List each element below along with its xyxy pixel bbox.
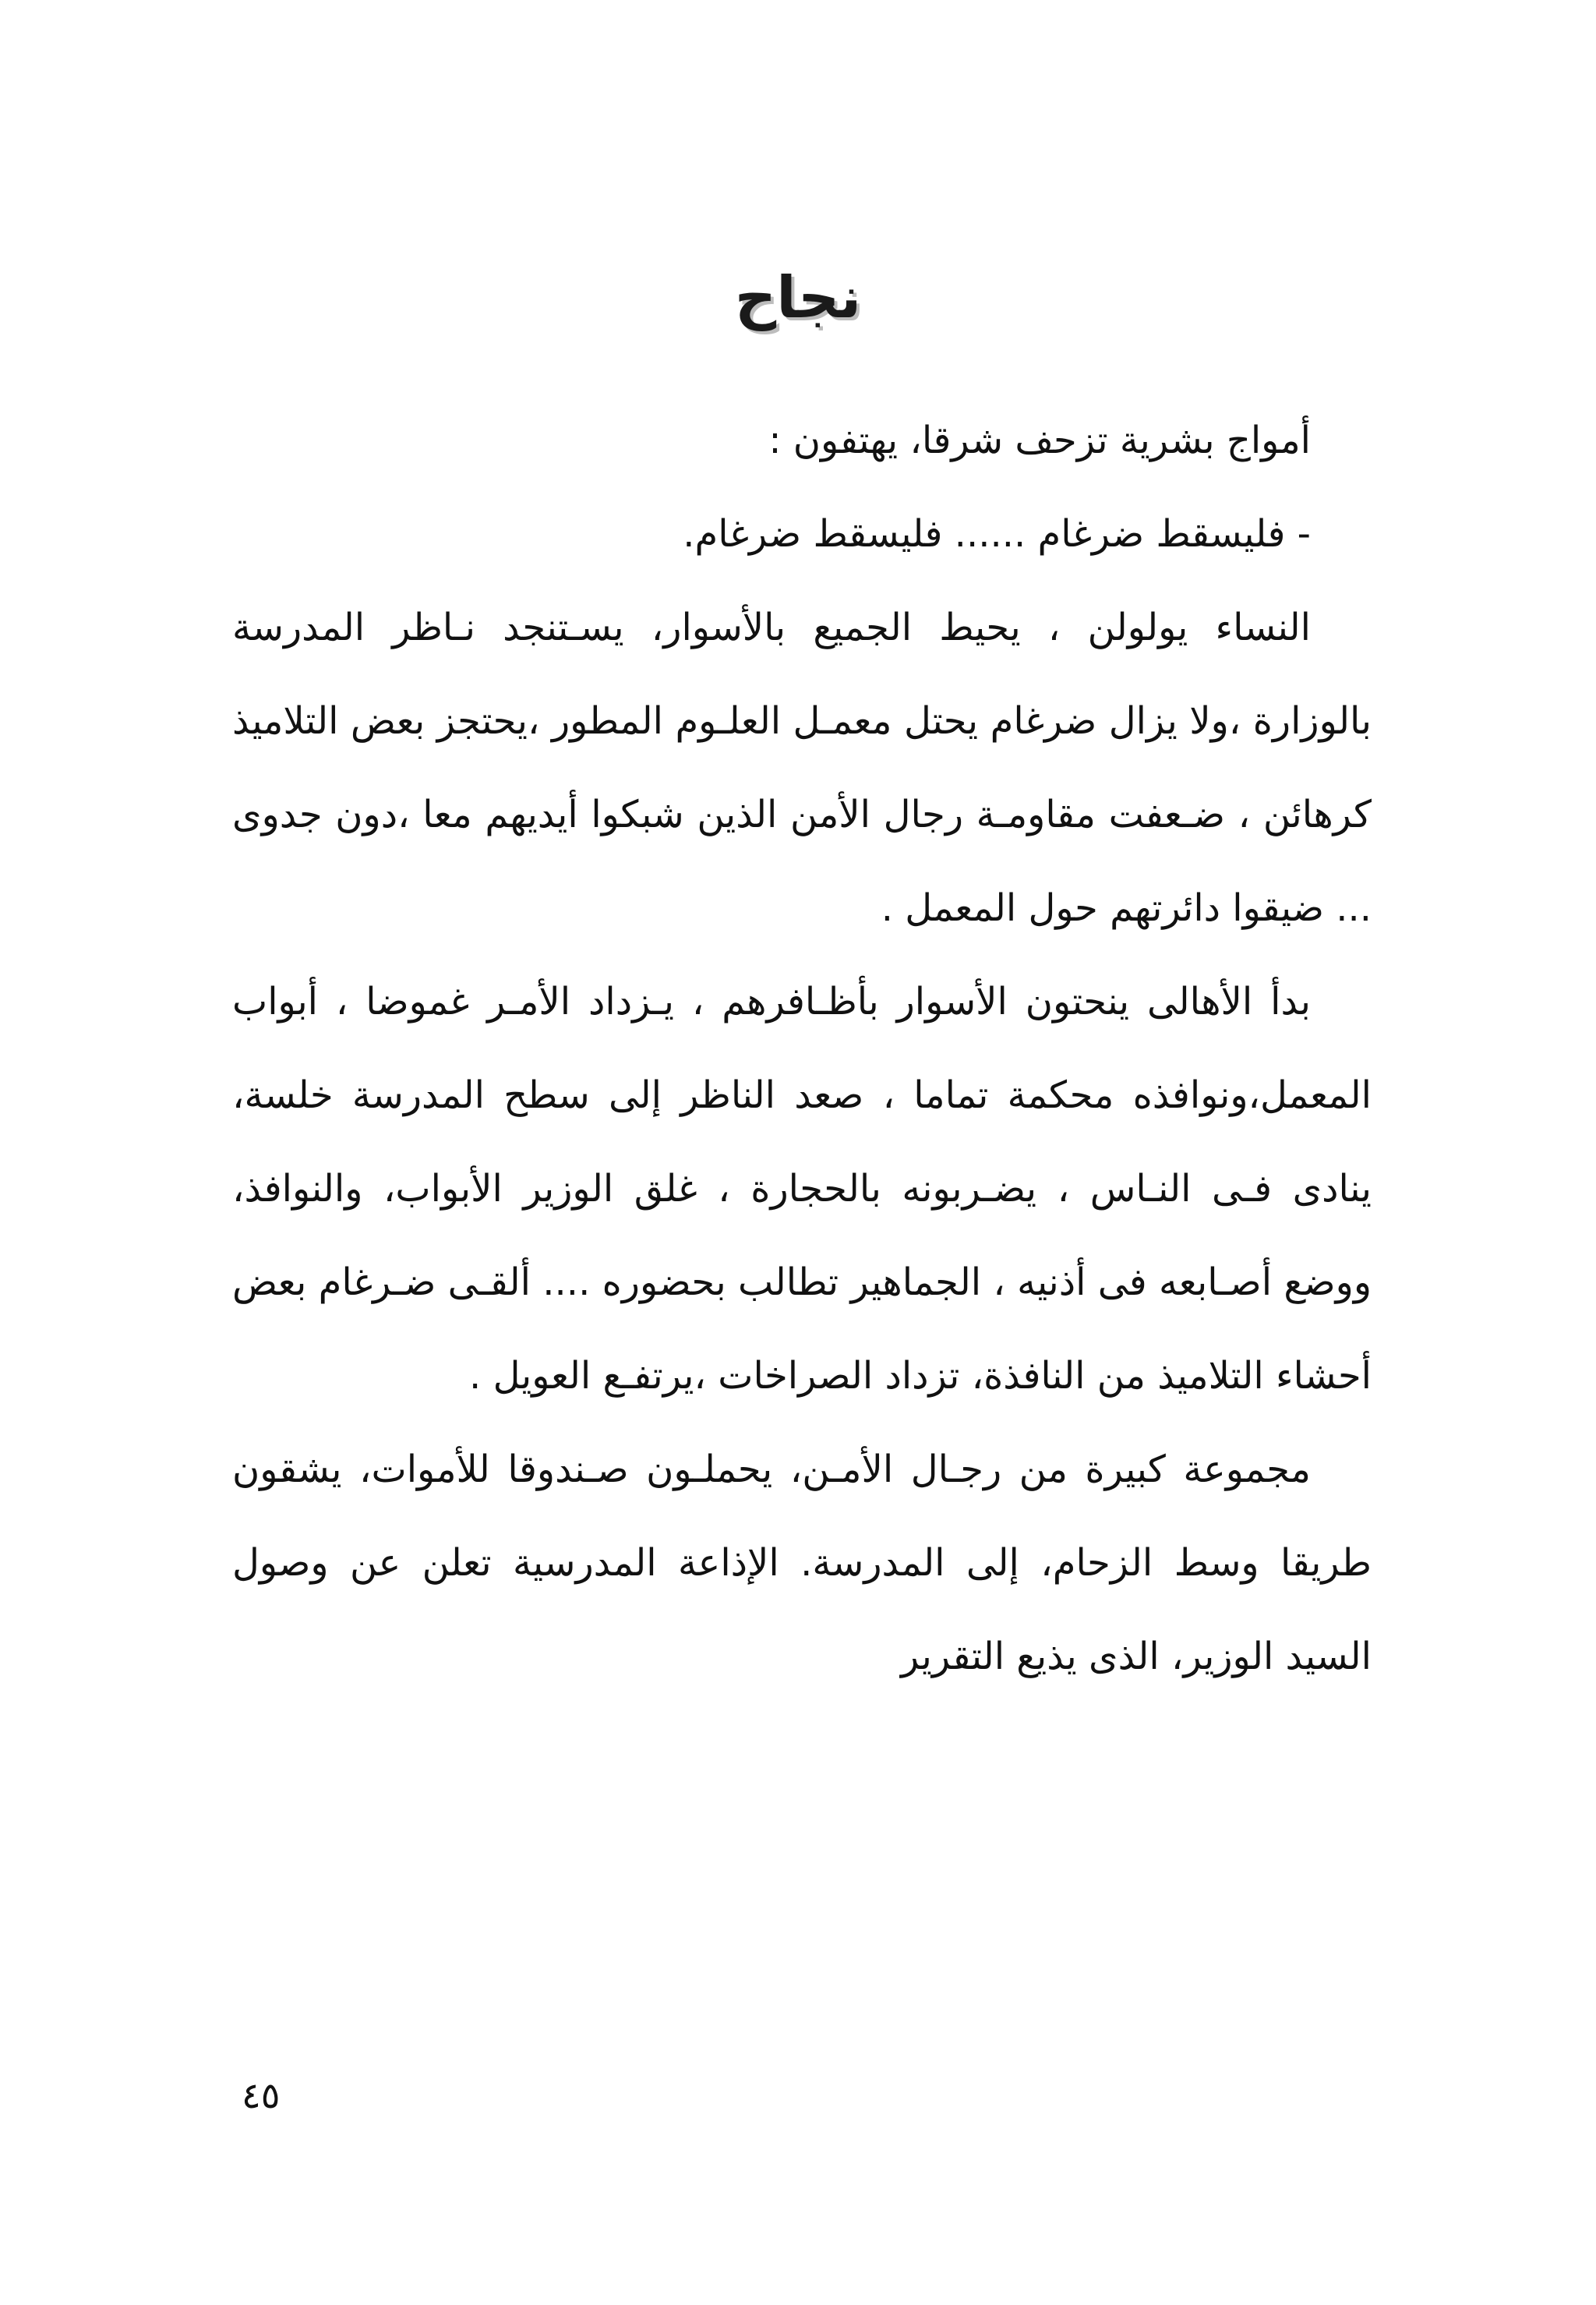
- page-number: ٤٥: [242, 2074, 281, 2116]
- chapter-title: نجاح: [734, 264, 862, 331]
- story-text: [232, 394, 1372, 1703]
- paragraph-5: مجموعة كبيرة من رجـال الأمـن، يحملـون صـندوقا للأموات، يشقون طريقا وسط الزحام، إلى المدرسة. الإذاعة المدرسية تعلن عن وصول السيد الوزير، الذى يذيع التقرير: [232, 1448, 1372, 1678]
- paragraph-1: أمواج بشرية تزحف شرقا، يهتفون :: [768, 419, 1311, 462]
- paragraph-2-chant: - فليسقط ضرغام ...... فليسقط ضرغام.: [683, 512, 1311, 556]
- paragraph-4: بدأ الأهالى ينحتون الأسوار بأظـافرهم ، يـزداد الأمـر غموضا ، أبواب المعمل،ونوافذه محكمة تماما ، صعد الناظر إلى سطح المدرسة خلسة، ينادى فـى النـاس ، يضـربونه بالحجارة ، غلق الوزير الأبواب، والنوافذ، ووضع أصـابعه فى أذنيه ، الجماهير تطالب بحضوره .... ألقـى ضـرغام بعض أحشاء التلاميذ من النافذة، تزداد الصراخات ،يرتفـع العويل .: [232, 980, 1372, 1398]
- paragraph-3: النساء يولولن ، يحيط الجميع بالأسوار، يسـتنجد نـاظر المدرسة بالوزارة ،ولا يزال ضرغام يحتل معمـل العلـوم المطور ،يحتجز بعض التلاميذ كرهائن ، ضـعفت مقاومـة رجال الأمن الذين شبكوا أيديهم معا ،دون جدوى ... ضيقوا دائرتهم حول المعمل .: [232, 606, 1372, 930]
